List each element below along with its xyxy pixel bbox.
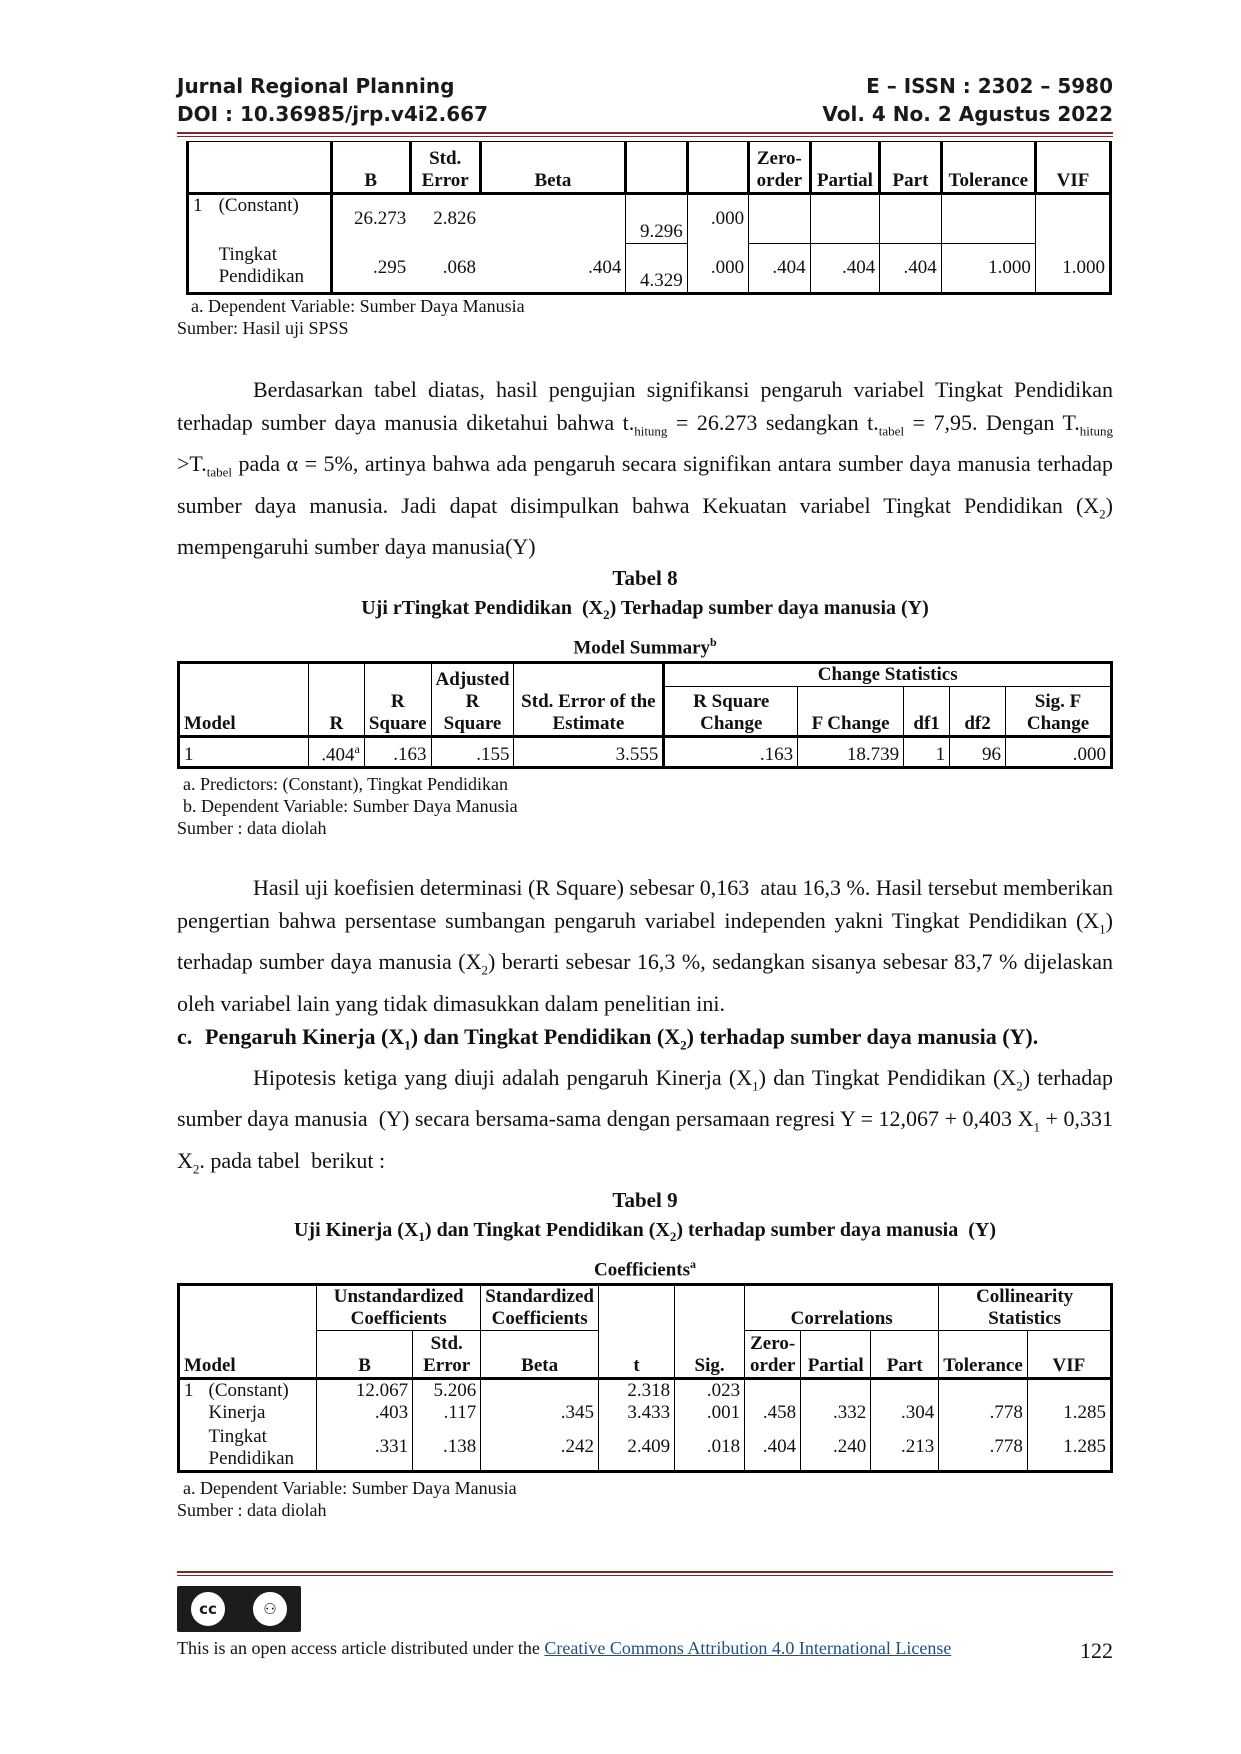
t7-note: a. Dependent Variable: Sumber Daya Manusia [191, 296, 525, 316]
cc-icon: cc [189, 1590, 227, 1628]
table-row: Kinerja .403 .117 .345 3.433 .001 .458 .332 .304 .778 1.285 [179, 1402, 1112, 1424]
table9-coef-title: Coefficients$^a$ [593, 1257, 697, 1281]
table8-subtitle: Uji rTingkat Pendidikan $(X_2)$ Terhadap sumber daya manusia (Y) [361, 597, 929, 623]
table9-subtitle: Uji Kinerja $(X_1)$ dan Tingkat Pendidikan $(X_2)$ terhadap sumber daya manusia (Y) [293, 1219, 996, 1245]
t7-col-partial: Partial [810, 142, 880, 194]
table-row: 1 (Constant) 12.067 5.206 2.318 .023 [179, 1378, 1112, 1402]
license-link[interactable]: Creative Commons Attribution 4.0 International License [544, 1638, 952, 1658]
t7-col-vif: VIF [1035, 142, 1110, 194]
table-row: 1 (Constant) 26.273 2.826 9.296 .000 [188, 194, 1111, 244]
t7-col-part: Part [880, 142, 941, 194]
t7-source: Sumber: Hasil uji SPSS [177, 318, 349, 338]
t7-col-tolerance: Tolerance [941, 142, 1035, 194]
t9-note: a. Dependent Variable: Sumber Daya Manusia [183, 1478, 517, 1498]
running-header [177, 72, 1113, 128]
table8-title: Tabel 8 [612, 566, 678, 591]
table-row: Tingkat Pendidikan .331 .138 .242 2.409 .018 .404 .240 .213 .778 1.285 [179, 1424, 1112, 1472]
license-text: This is an open access article distributed under the Creative Commons Attribution 4.0 International License [177, 1638, 952, 1658]
paragraph-1: Berdasarkan tabel diatas, hasil pengujian signifikansi pengaruh variabel Tingkat Pendidikan terhadap sumber daya manusia diketahui bahwa $t._{hitung} = 26.273$ sedangkan $t._{tabel} = 7,95$. Dengan $T._{hitung} >T._{tabel}$ pada α = 5%, artinya bahwa ada pengaruh secara signifikan antara sumber daya manusia terhadap sumber daya manusia. Jadi dapat disimpulkan bahwa Kekuatan variabel Tingkat Pendidikan $(X_2)$ mempengaruhi sumber daya manusia(Y) [177, 377, 1114, 560]
t7-col-se: Std. Error [410, 142, 480, 194]
footer-rule [177, 1571, 1113, 1576]
table-row: 1 .404$^a$ .163 .155 3.555 .163 18.739 1 96 .000 [179, 736, 1112, 767]
t9-source: Sumber : data diolah [177, 1500, 327, 1520]
t7-col-t [626, 142, 687, 194]
table8-model-summary: Model R R Square Adjusted R Square Std. Error of the Estimate Change Statistics R Square Change F Change df1 df2 Sig. F Change 1 .404$^a$ .163 .155 3.555 .163 18.739 1 96 .000 [177, 661, 1113, 769]
t7-col-zero: Zero-order [749, 142, 810, 194]
paragraph-3: Hipotesis ketiga yang diuji adalah pengaruh Kinerja $(X_1)$ dan Tingkat Pendidikan $(X_2)$ terhadap sumber daya manusia (Y) secara bersama-sama dengan persamaan regresi Y = 12,067 + 0,403 $X_1 + 0,331$ $X_2$. pada tabel berikut : [177, 1065, 1113, 1177]
table-row: Tingkat Pendidikan .295 .068 .404 4.329 .000 .404 .404 .404 1.000 1.000 [188, 244, 1111, 294]
t8-note-a: a. Predictors: (Constant), Tingkat Pendidikan [183, 773, 508, 794]
section-c-heading: c. Pengaruh Kinerja $(X_1)$ dan Tingkat Pendidikan $(X_2)$ terhadap sumber daya manusia (Y). [177, 1023, 1039, 1052]
header-rule [177, 132, 1113, 137]
journal-name: Jurnal Regional Planning [177, 74, 455, 98]
table7-coefficients [186, 141, 1112, 295]
table8-summary-title: Model Summary$^b$ [573, 635, 717, 659]
paragraph-2: Hasil uji koefisien determinasi (R Square) sebesar 0,163 atau 16,3 %. Hasil tersebut memberikan pengertian bahwa persentase sumbangan pengaruh variabel independen yakni Tingkat Pendidikan $(X_1)$ terhadap sumber daya manusia $(X_2)$ berarti sebesar 16,3 %, sedangkan sisanya sebesar 83,7 % dijelaskan oleh variabel lain yang tidak dimasukkan dalam penelitian ini. [177, 874, 1113, 1016]
page-footer [177, 1571, 1113, 1664]
t8-note-b: b. Dependent Variable: Sumber Daya Manusia [183, 795, 518, 816]
table9-title: Tabel 9 [612, 1188, 678, 1213]
table9-coefficients: Model Unstandardized Coefficients Standardized Coefficients t Sig. Correlations Collinearity Statistics B Std. Error Beta Zero-order Partial Part Tolerance VIF 1 (Constant) 12.067 5.206 2.318 .023 Kinerja .403 .117 .345 3.433 .001 .458 .332 .304 .778 1.285 Tingkat Pendidikan .331 .138 .242 2.409 .018 .404 .240 .213 .778 1.285 [177, 1283, 1113, 1474]
issn: E – ISSN : 2302 – 5980 [866, 74, 1113, 98]
volume-info: Vol. 4 No. 2 Agustus 2022 [822, 102, 1113, 126]
doi: DOI : 10.36985/jrp.v4i2.667 [177, 102, 488, 126]
t7-col-b: B [331, 142, 410, 194]
page-number: 122 [1080, 1638, 1113, 1663]
t7-col-sig [687, 142, 748, 194]
by-icon: ⚇ [251, 1590, 289, 1628]
t7-col-beta: Beta [480, 142, 626, 194]
t8-source: Sumber : data diolah [177, 817, 327, 838]
cc-license-badge[interactable] [177, 1586, 301, 1632]
